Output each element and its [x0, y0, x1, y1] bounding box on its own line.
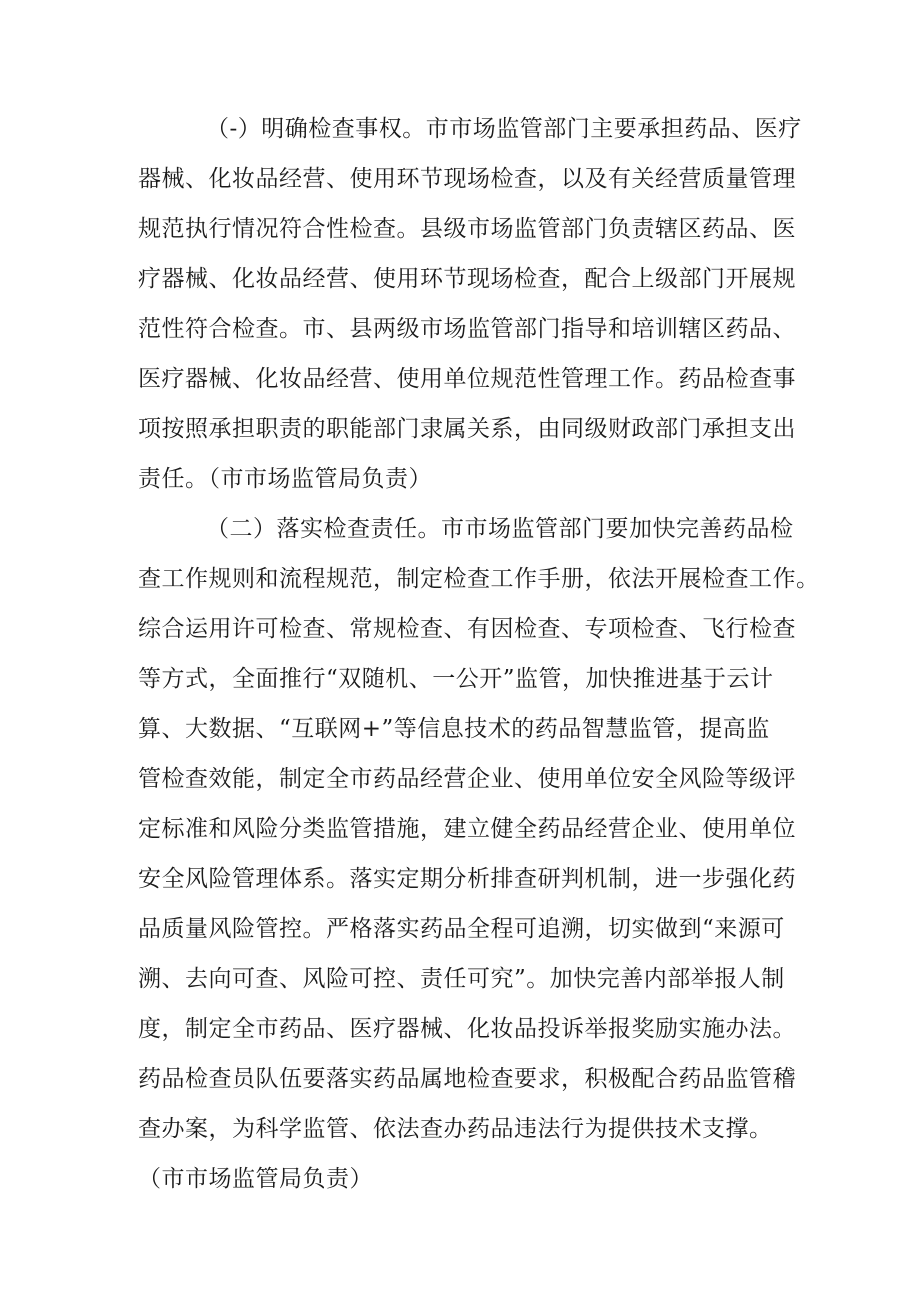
section-1-line-7: 项按照承担职责的职能部门隶属关系，由同级财政部门承担支出	[138, 416, 796, 442]
section-1-line-4: 疗器械、化妆品经营、使用环节现场检查，配合上级部门开展规	[138, 266, 796, 292]
section-2-line-6: 管检查效能，制定全市药品经营企业、使用单位安全风险等级评	[138, 766, 796, 792]
section-2-line-2: 查工作规则和流程规范，制定检查工作手册，依法开展检查工作。	[138, 566, 820, 592]
section-2-line-10: 溯、去向可查、风险可控、责任可究”。加快完善内部举报人制	[138, 966, 785, 992]
section-2-line-7: 定标准和风险分类监管措施，建立健全药品经营企业、使用单位	[138, 816, 796, 842]
section-1-line-8: 责任。（市市场监管局负责）	[138, 466, 432, 492]
section-1-line-1: （-）明确检查事权。市市场监管部门主要承担药品、医疗	[206, 116, 802, 142]
section-1-line-3: 规范执行情况符合性检查。县级市场监管部门负责辖区药品、医	[138, 216, 796, 242]
section-2-line-9: 品质量风险管控。严格落实药品全程可追溯，切实做到“来源可	[138, 916, 785, 942]
section-2-line-4: 等方式，全面推行“双随机、一公开”监管，加快推进基于云计	[138, 666, 774, 692]
section-2-line-1: （二）落实检查责任。市市场监管部门要加快完善药品检	[206, 516, 794, 542]
section-1-line-2: 器械、化妆品经营、使用环节现场检查，以及有关经营质量管理	[138, 166, 796, 192]
section-2-line-13: 查办案，为科学监管、依法查办药品违法行为提供技术支撑。	[138, 1116, 773, 1142]
section-2-line-12: 药品检查员队伍要落实药品属地检查要求，积极配合药品监管稽	[138, 1066, 796, 1092]
section-2-line-11: 度，制定全市药品、医疗器械、化妆品投诉举报奖励实施办法。	[138, 1016, 796, 1042]
section-2-line-8: 安全风险管理体系。落实定期分析排查研判机制，进一步强化药	[138, 866, 796, 892]
section-2-line-3: 综合运用许可检查、常规检查、有因检查、专项检查、飞行检查	[138, 616, 796, 642]
section-1-line-6: 医疗器械、化妆品经营、使用单位规范性管理工作。药品检查事	[138, 366, 796, 392]
section-2-line-14: （市市场监管局负责）	[138, 1166, 373, 1192]
section-1-line-5: 范性符合检查。市、县两级市场监管部门指导和培训辖区药品、	[138, 316, 796, 342]
section-2-line-5: 算、大数据、“互联网+”等信息技术的药品智慧监管，提高监	[138, 716, 770, 742]
